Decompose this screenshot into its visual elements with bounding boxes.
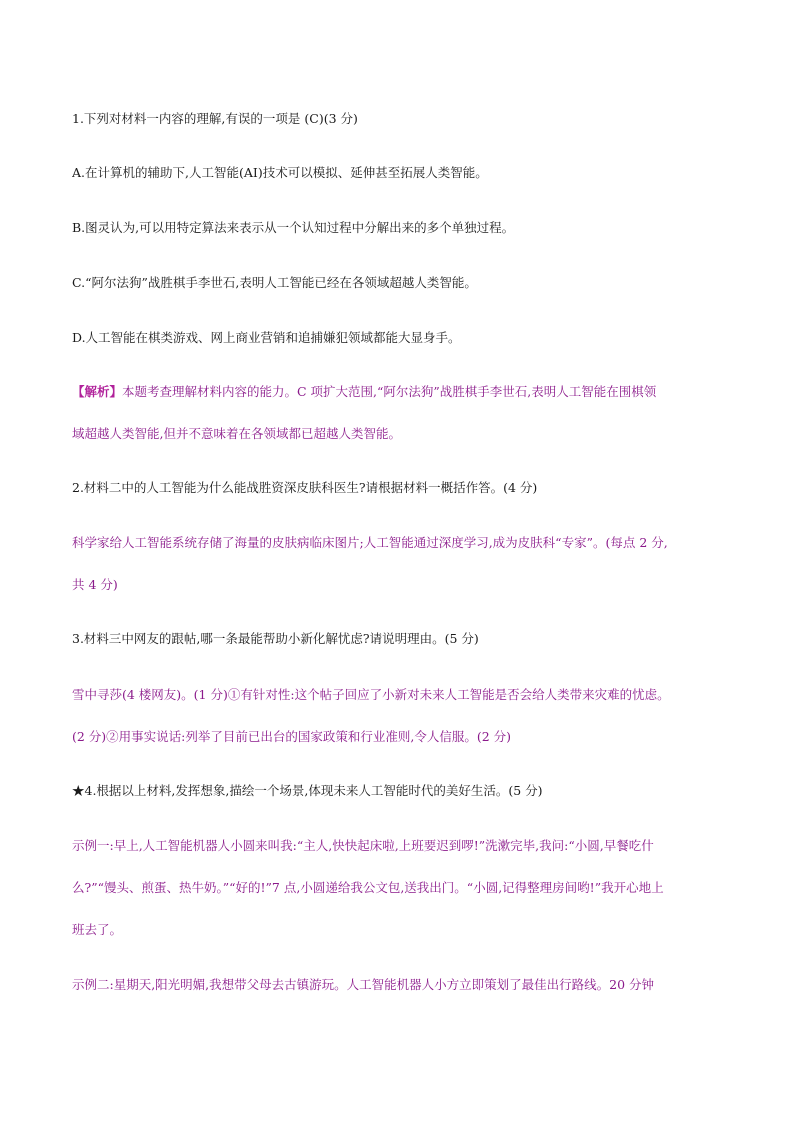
question-2: 2.材料二中的人工智能为什么能战胜资深皮肤科医生?请根据材料一概括作答。(4 分) [72, 480, 538, 495]
analysis-tag: 【解析】 [72, 384, 123, 399]
question-1-option-b: B.图灵认为,可以用特定算法来表示从一个认知过程中分解出来的多个单独过程。 [72, 220, 515, 235]
question-3-answer-line-1: 雪中寻莎(4 楼网友)。(1 分)①有针对性:这个帖子回应了小新对未来人工智能是否会给人类带来灾难的忧虑。 [72, 687, 670, 702]
question-2-answer-line-2: 共 4 分) [72, 577, 118, 592]
example-2-line-1: 示例二:星期天,阳光明媚,我想带父母去古镇游玩。人工智能机器人小方立即策划了最佳出行路线。20 分钟 [72, 977, 655, 992]
question-1-analysis-line-2: 域超越人类智能,但并不意味着在各领域都已超越人类智能。 [72, 426, 401, 441]
example-1-line-2: 么?”“馒头、煎蛋、热牛奶。”“好的!”7 点,小圆递给我公文包,送我出门。“小圆,记得整理房间哟!”我开心地上 [72, 880, 664, 895]
example-1-line-3: 班去了。 [72, 922, 123, 937]
question-2-answer-line-1: 科学家给人工智能系统存储了海量的皮肤病临床图片;人工智能通过深度学习,成为皮肤科“专家”。(每点 2 分, [72, 535, 668, 550]
question-1: 1.下列对材料一内容的理解,有误的一项是 (C)(3 分) [72, 111, 358, 126]
question-3-answer-line-2: (2 分)②用事实说话:列举了目前已出台的国家政策和行业准则,令人信服。(2 分) [72, 729, 512, 744]
question-1-option-c: C.“阿尔法狗”战胜棋手李世石,表明人工智能已经在各领域超越人类智能。 [72, 275, 477, 290]
question-3: 3.材料三中网友的跟帖,哪一条最能帮助小新化解忧虑?请说明理由。(5 分) [72, 631, 479, 646]
question-1-option-a: A.在计算机的辅助下,人工智能(AI)技术可以模拟、延伸甚至拓展人类智能。 [72, 165, 488, 180]
example-1-line-1: 示例一:早上,人工智能机器人小圆来叫我:“主人,快快起床啦,上班要迟到啰!”洗漱完毕,我问:“小圆,早餐吃什 [72, 838, 654, 853]
question-1-option-d: D.人工智能在棋类游戏、网上商业营销和追捕嫌犯领域都能大显身手。 [72, 330, 461, 345]
question-4: ★4.根据以上材料,发挥想象,描绘一个场景,体现未来人工智能时代的美好生活。(5 分) [72, 783, 543, 798]
question-1-analysis-line-1: 【解析】本题考查理解材料内容的能力。C 项扩大范围,“阿尔法狗”战胜棋手李世石,表明人工智能在围棋领 [72, 384, 657, 399]
